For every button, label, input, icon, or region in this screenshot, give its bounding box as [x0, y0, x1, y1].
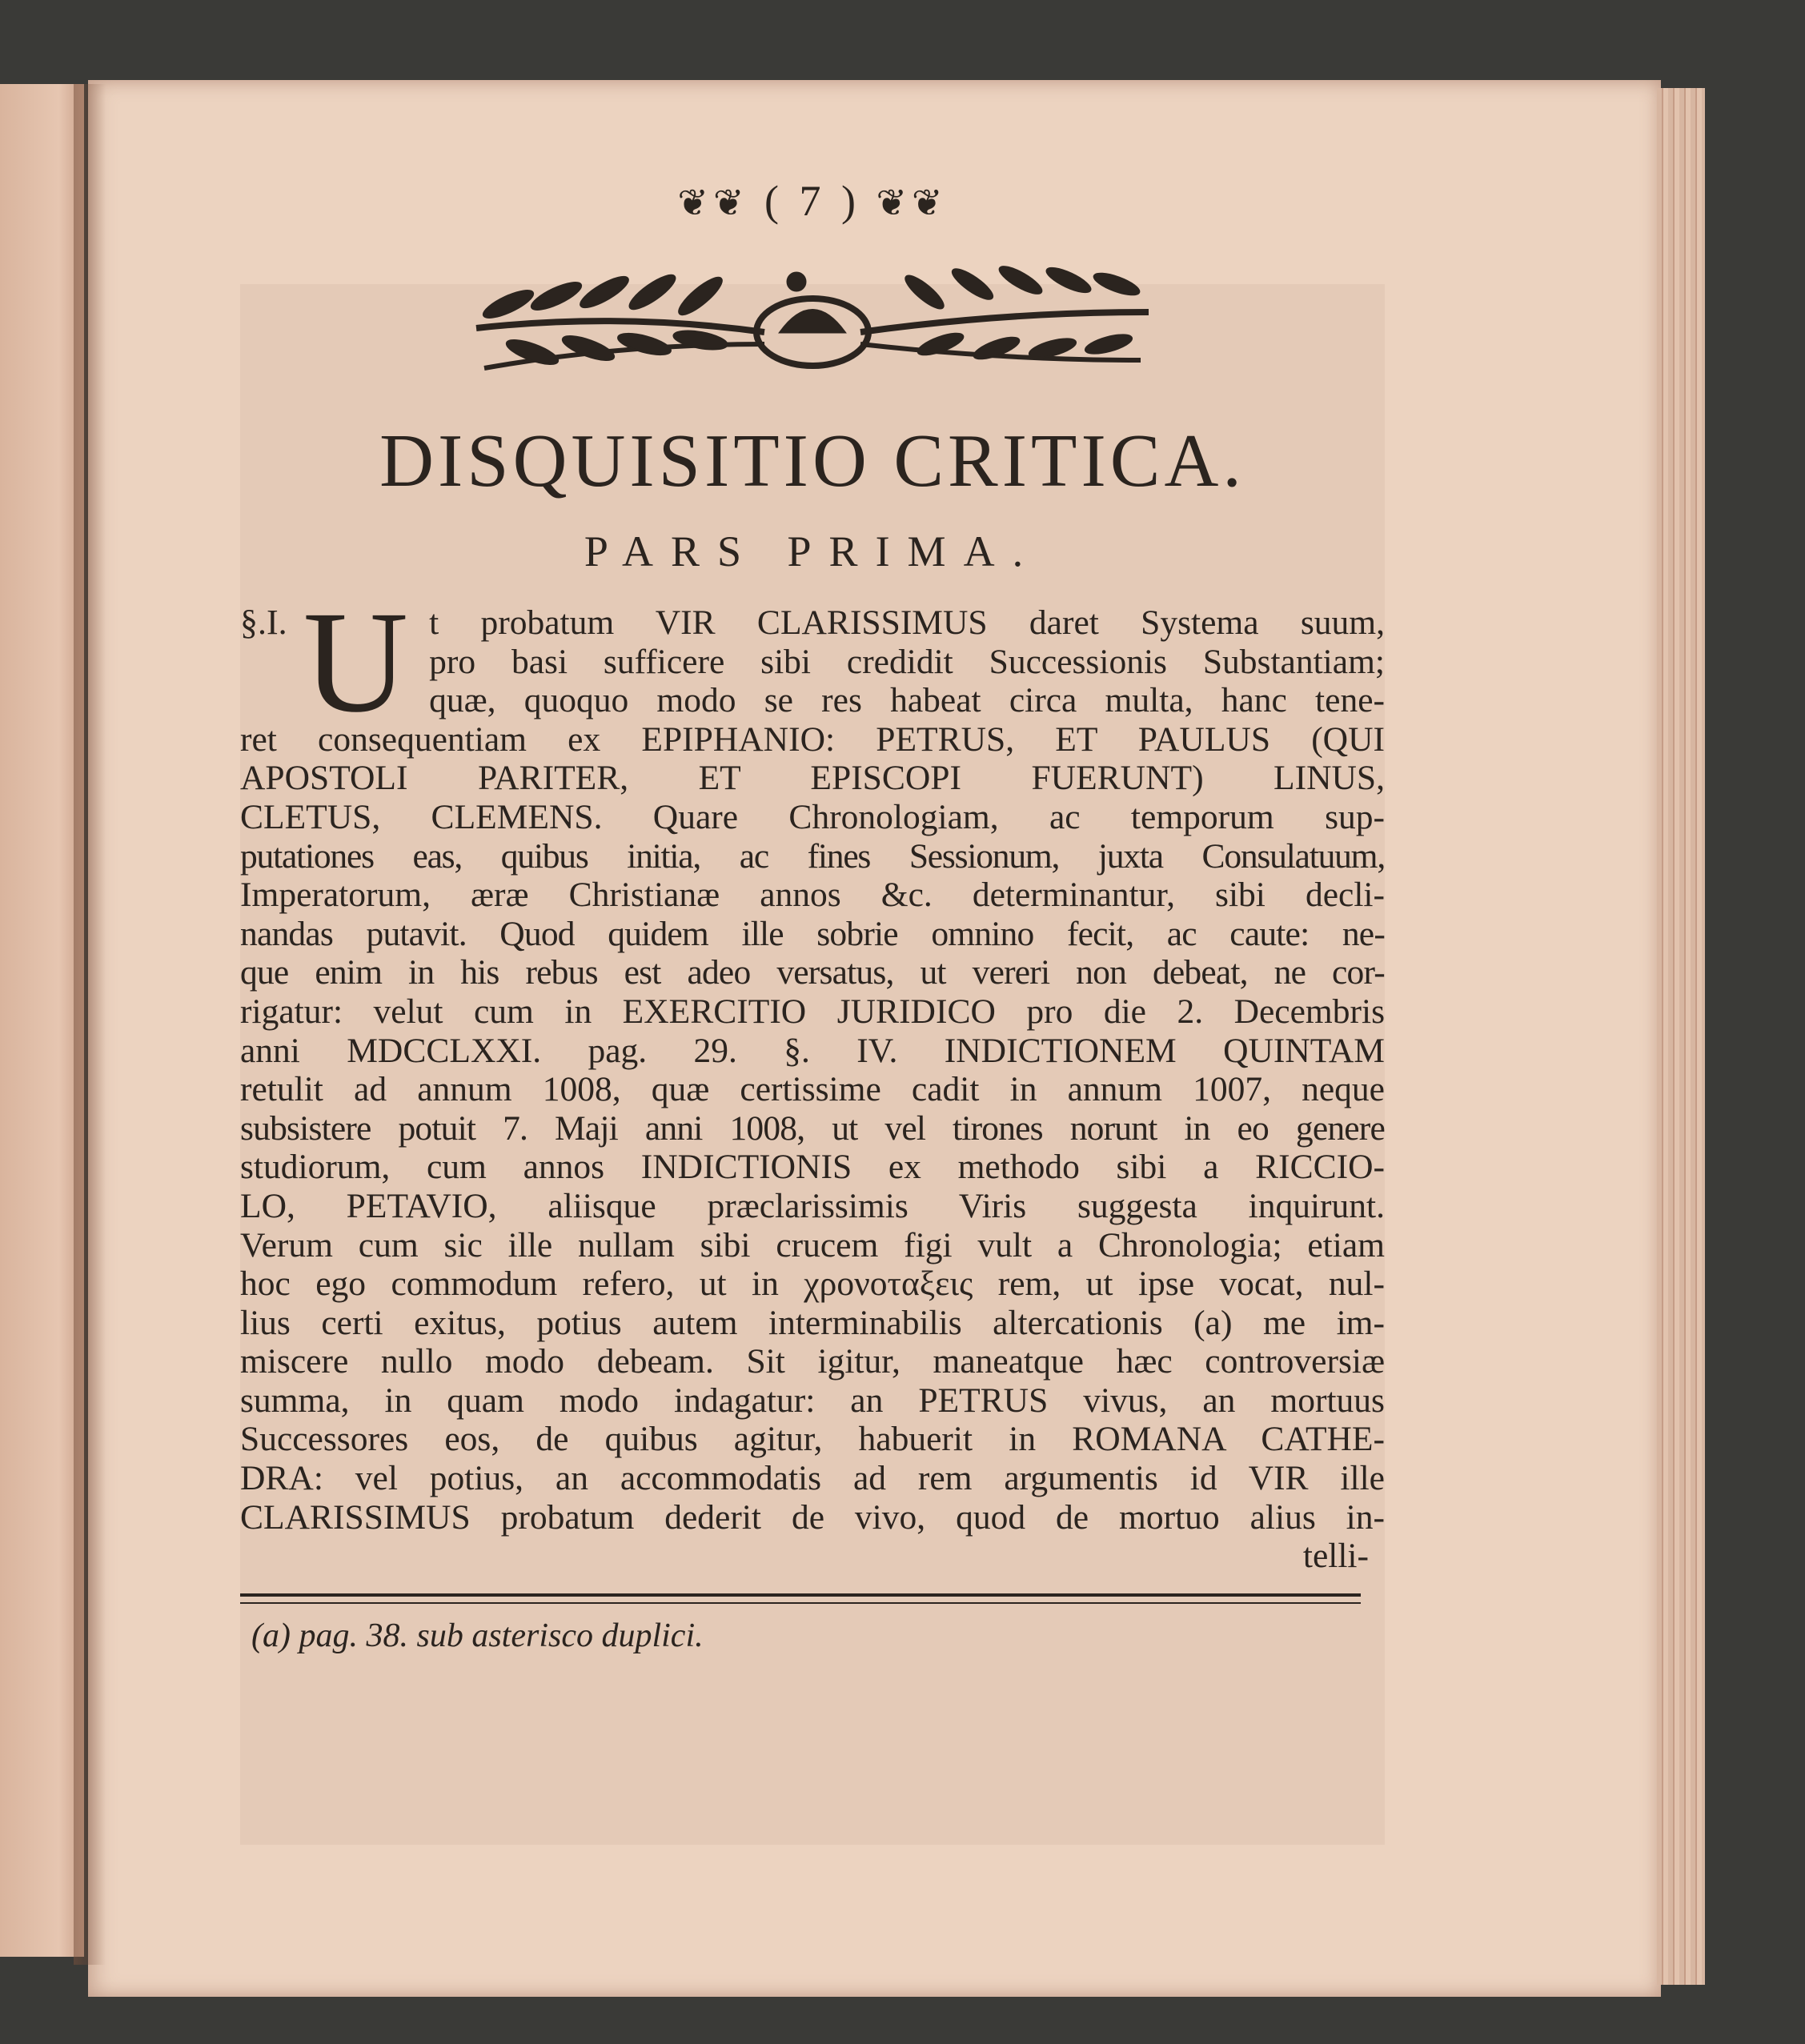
- footnote-rule: [240, 1593, 1361, 1604]
- page-number: ( 7 ): [764, 177, 860, 225]
- text-line: Imperatorum, æræ Christianæ annos &c. determinantur, sibi decli-: [240, 876, 1385, 915]
- text-line: putationes eas, quibus initia, ac fines Sessionum, juxta Consulatuum,: [240, 836, 1385, 876]
- text-line: CLETUS, CLEMENS. Quare Chronologiam, ac temporum sup-: [240, 797, 1385, 836]
- text-line: retulit ad annum 1008, quæ certissime cadit in annum 1007, neque: [240, 1070, 1385, 1109]
- text-line: LO, PETAVIO, aliisque præclarissimis Viris suggesta inquirunt.: [240, 1186, 1385, 1225]
- footnote: (a) pag. 38. sub asterisco duplici.: [251, 1617, 704, 1654]
- page-subtitle: PARS PRIMA.: [584, 527, 1041, 575]
- text-line: Successores eos, de quibus agitur, habuerit in ROMANA CATHE-: [240, 1420, 1385, 1459]
- laurel-vignette-icon: [460, 256, 1165, 376]
- text-line: hoc ego commodum refero, ut in χρονοταξεις rem, ut ipse vocat, nul-: [240, 1264, 1385, 1304]
- text-line: summa, in quam modo indagatur: an PETRUS vivus, an mortuus: [240, 1381, 1385, 1420]
- text-line: ret consequentiam ex EPIPHANIO: PETRUS, ET PAULUS (QUI: [240, 719, 1385, 759]
- text-line: DRA: vel potius, an accommodatis ad rem argumentis id VIR ille: [240, 1459, 1385, 1498]
- text-line: Verum cum sic ille nullam sibi crucem figi vult a Chronologia; etiam: [240, 1225, 1385, 1264]
- header-ornament-left-icon: ❦❦: [677, 182, 749, 223]
- spine-shadow: [74, 84, 106, 1965]
- page-edges: [1657, 88, 1705, 1985]
- text-line: que enim in his rebus est adeo versatus, ut vereri non debeat, ne cor-: [240, 953, 1385, 992]
- text-line: nandas putavit. Quod quidem ille sobrie omnino fecit, ac caute: ne-: [240, 914, 1385, 953]
- text-line: CLARISSIMUS probatum dederit de vivo, quod de mortuo alius in-: [240, 1497, 1385, 1537]
- text-line: subsistere potuit 7. Maji anni 1008, ut vel tirones norunt in eo genere: [240, 1108, 1385, 1148]
- header-ornament-right-icon: ❦❦: [876, 182, 948, 223]
- text-line: studiorum, cum annos INDICTIONIS ex methodo sibi a RICCIO-: [240, 1148, 1385, 1187]
- text-line: t probatum VIR CLARISSIMUS daret Systema suum,: [429, 603, 1385, 642]
- page-content: [240, 176, 1385, 1655]
- text-line: lius certi exitus, potius autem interminabilis altercationis (a) me im-: [240, 1303, 1385, 1342]
- text-line: quæ, quoquo modo se res habeat circa multa, hanc tene-: [429, 681, 1385, 720]
- body-text: [240, 582, 1385, 1576]
- text-line: miscere nullo modo debeam. Sit igitur, maneatque hæc controversiæ: [240, 1342, 1385, 1381]
- text-line: pro basi sufficere sibi credidit Successionis Substantiam;: [429, 642, 1385, 681]
- text-line: APOSTOLI PARITER, ET EPISCOPI FUERUNT) LINUS,: [240, 759, 1385, 798]
- text-line: rigatur: velut cum in EXERCITIO JURIDICO pro die 2. Decembris: [240, 992, 1385, 1031]
- running-header: [240, 176, 1385, 240]
- drop-cap: U: [303, 582, 409, 743]
- left-page-edge: [0, 84, 84, 1957]
- page-title: DISQUISITIO CRITICA.: [379, 419, 1245, 503]
- catchword: telli-: [1302, 1537, 1369, 1576]
- section-mark: §.I.: [240, 603, 287, 642]
- text-line: anni MDCCLXXI. pag. 29. §. IV. INDICTIONEM QUINTAM: [240, 1031, 1385, 1070]
